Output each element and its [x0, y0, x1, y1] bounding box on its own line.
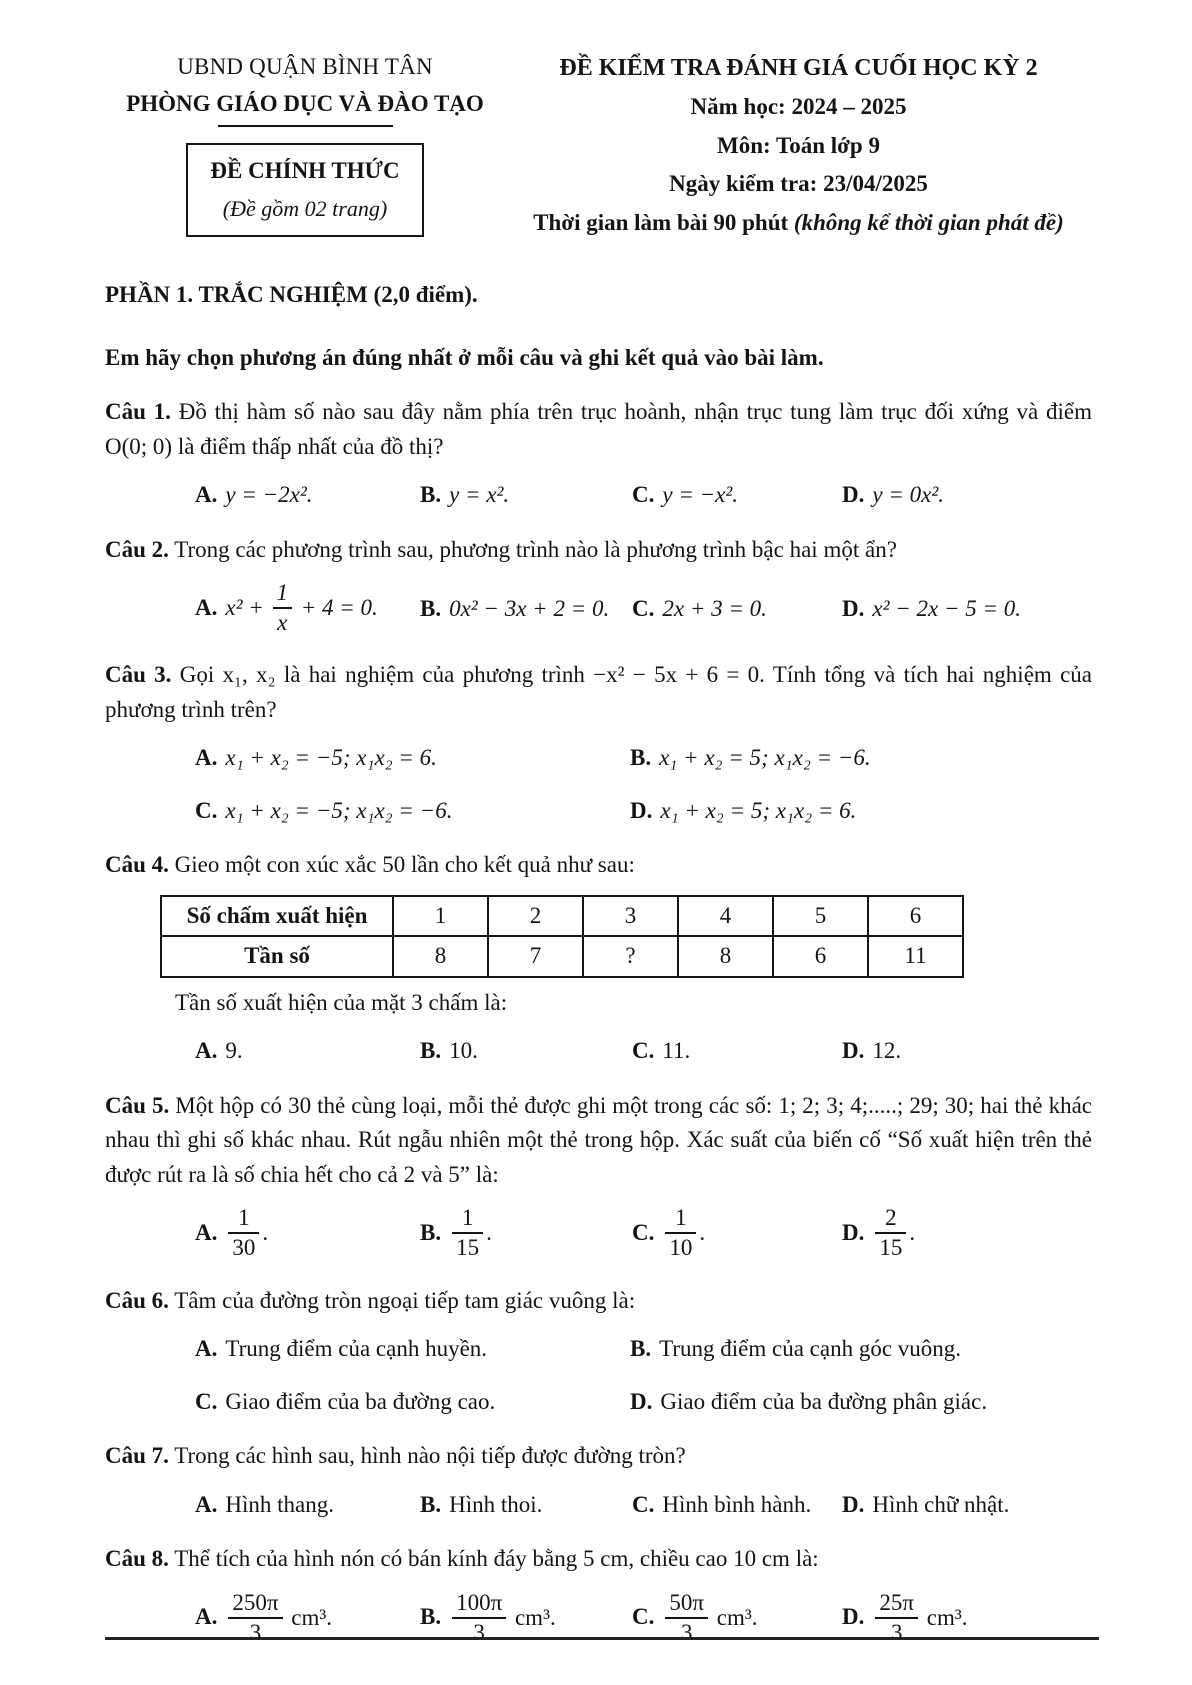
option-label: D. — [842, 1604, 865, 1630]
option-d — [630, 794, 1092, 829]
option-label: B. — [420, 1038, 442, 1064]
option-b — [630, 741, 1092, 776]
question-4-label: Câu 4. — [105, 852, 169, 878]
option-suffix: cm³. — [285, 1604, 332, 1630]
authority-line2: PHÒNG GIÁO DỤC VÀ ĐÀO TẠO — [126, 90, 484, 116]
option-formula: x₁ + x₂ = −5; x₁x₂ = 6. — [225, 745, 437, 771]
fraction-numerator: 250π — [228, 1589, 282, 1619]
option-label: B. — [420, 1220, 442, 1246]
option-formula: y = x². — [449, 482, 510, 507]
option-c — [195, 794, 630, 829]
question-3 — [105, 658, 1092, 828]
option-formula: 2x + 3 = 0. — [662, 596, 767, 622]
option-label: B. — [420, 1604, 442, 1630]
option-label: D. — [842, 482, 865, 507]
table-cell: 6 — [868, 896, 963, 937]
option-label: A. — [195, 1604, 218, 1630]
option-a — [195, 1332, 630, 1367]
fraction-denominator: 15 — [456, 1235, 480, 1261]
page-bottom-rule — [105, 1637, 1099, 1640]
question-6-body: Tâm của đường tròn ngoại tiếp tam giác vuông là: — [168, 1287, 636, 1313]
question-4-options — [105, 1034, 1092, 1069]
table-cell: 11 — [868, 936, 963, 977]
question-2-body: Trong các phương trình sau, phương trình nào là phương trình bậc hai một ẩn? — [168, 536, 897, 562]
question-2-options — [105, 581, 1092, 638]
authority-underline — [218, 125, 393, 127]
table-cell: 7 — [488, 936, 583, 977]
question-7-body: Trong các hình sau, hình nào nội tiếp được đường tròn? — [168, 1443, 686, 1468]
option-suffix: . — [486, 1220, 492, 1246]
option-formula: y = −2x². — [225, 482, 313, 507]
fraction-denominator: x — [277, 610, 288, 636]
question-4-subtext: Tần số xuất hiện của mặt 3 chấm là: — [175, 989, 508, 1015]
question-6-label: Câu 6. — [105, 1287, 169, 1313]
option-label: C. — [632, 1038, 655, 1064]
option-label: C. — [632, 1604, 655, 1630]
question-8-text — [105, 1542, 1092, 1577]
option-label: A. — [195, 594, 218, 620]
question-1 — [105, 395, 1092, 513]
option-d — [842, 1206, 1092, 1263]
question-7-text — [105, 1439, 1092, 1474]
option-label: D. — [842, 1491, 865, 1517]
option-value: Hình bình hành. — [662, 1491, 812, 1517]
option-label: D. — [630, 797, 653, 823]
table-cell: 3 — [583, 896, 678, 937]
option-formula: y = 0x². — [872, 482, 944, 507]
option-label: A. — [195, 1491, 218, 1517]
table-header-cell: Số chấm xuất hiện — [161, 896, 393, 937]
option-suffix: cm³. — [509, 1604, 556, 1630]
option-a — [195, 581, 420, 638]
option-c — [632, 1206, 842, 1263]
question-6 — [105, 1284, 1092, 1420]
option-c — [195, 1385, 630, 1420]
option-formula: y = −x². — [662, 482, 738, 507]
exam-title-block — [505, 50, 1092, 240]
school-year: Năm học: 2024 – 2025 — [690, 94, 907, 119]
exam-pages-note: (Đề gồm 02 trang) — [222, 195, 388, 221]
fraction — [665, 1204, 696, 1261]
option-value: Giao điểm của ba đường cao. — [225, 1388, 496, 1414]
option-b — [420, 1206, 632, 1263]
fraction — [273, 579, 293, 636]
option-formula: x² − 2x − 5 = 0. — [872, 596, 1021, 622]
option-label: A. — [195, 1038, 218, 1064]
question-3-options — [105, 741, 1092, 828]
option-label: A. — [195, 482, 218, 507]
option-formula: 0x² − 3x + 2 = 0. — [449, 596, 610, 622]
option-b — [420, 1034, 632, 1069]
fraction — [452, 1204, 483, 1261]
exam-header — [105, 50, 1092, 240]
option-b — [420, 478, 632, 513]
question-5 — [105, 1089, 1092, 1264]
option-suffix: . — [262, 1220, 269, 1246]
fraction — [228, 1204, 259, 1261]
option-label: A. — [195, 1336, 218, 1361]
option-label: B. — [420, 1491, 442, 1517]
question-3-text — [105, 658, 1092, 727]
question-8 — [105, 1542, 1092, 1648]
option-label: B. — [420, 482, 442, 507]
option-label: C. — [632, 1491, 655, 1517]
option-d — [842, 478, 1092, 513]
table-cell: 8 — [393, 936, 488, 977]
fraction-numerator: 100π — [452, 1589, 506, 1619]
option-label: C. — [195, 797, 218, 823]
table-cell: 1 — [393, 896, 488, 937]
table-header-cell: Tần số — [161, 936, 393, 977]
fraction-denominator: 30 — [232, 1235, 256, 1261]
option-value: Trung điểm của cạnh góc vuông. — [659, 1336, 962, 1361]
option-b — [420, 592, 632, 627]
question-7-options — [105, 1488, 1092, 1523]
subject: Môn: Toán lớp 9 — [717, 132, 880, 158]
option-value: 11. — [662, 1038, 691, 1064]
option-label: D. — [842, 596, 865, 622]
exam-date: Ngày kiểm tra: 23/04/2025 — [669, 171, 928, 196]
question-1-label: Câu 1. — [105, 399, 171, 424]
question-6-text — [105, 1284, 1092, 1319]
option-c — [632, 478, 842, 513]
formula-pre: x² + — [225, 594, 264, 620]
option-value: Hình thang. — [225, 1491, 334, 1517]
option-label: C. — [632, 482, 655, 507]
question-5-body: Một hộp có 30 thẻ cùng loại, mỗi thẻ được ghi một trong các số: 1; 2; 3; 4;.....; 29; 30; hai thẻ khác nhau thì ghi số khác nhau. Rút ngẫu nhiên một thẻ trong hộp. Xác suất của biến cố “Số xuất hiện trên thẻ được rút ra là số chia hết cho cả 2 và 5” là: — [105, 1092, 1093, 1187]
issuing-authority-block — [105, 50, 505, 240]
option-value: 9. — [225, 1038, 243, 1064]
option-label: D. — [842, 1038, 865, 1064]
fraction-numerator: 1 — [228, 1204, 259, 1234]
question-6-options — [105, 1332, 1092, 1419]
table-cell: ? — [583, 936, 678, 977]
question-2-label: Câu 2. — [105, 536, 169, 562]
option-value: Hình thoi. — [449, 1491, 543, 1517]
fraction-numerator: 50π — [665, 1589, 708, 1619]
option-suffix: . — [699, 1220, 706, 1246]
table-cell: 8 — [678, 936, 773, 977]
option-value: Hình chữ nhật. — [872, 1491, 1010, 1517]
option-suffix: . — [909, 1220, 916, 1246]
duration-line — [505, 206, 1092, 241]
option-d — [630, 1385, 1092, 1420]
table-row — [161, 936, 963, 977]
frequency-table — [160, 895, 964, 978]
option-a — [195, 1488, 420, 1523]
question-3-body: Gọi x₁, x₂ là hai nghiệm của phương trình −x² − 5x + 6 = 0. Tính tổng và tích hai nghiệm của phương trình trên? — [105, 662, 1092, 722]
question-4 — [105, 848, 1092, 1069]
fraction-denominator: 10 — [669, 1235, 693, 1261]
fraction-denominator: 3 — [680, 1619, 693, 1645]
question-7-label: Câu 7. — [105, 1443, 169, 1468]
official-exam-label: ĐỀ CHÍNH THỨC — [210, 158, 400, 183]
option-b — [630, 1332, 1092, 1367]
option-label: C. — [195, 1388, 218, 1414]
option-value: 10. — [449, 1038, 478, 1064]
duration-bold: Thời gian làm bài 90 phút — [533, 209, 789, 235]
duration-note: (không kể thời gian phát đề) — [788, 209, 1064, 235]
option-suffix: cm³. — [921, 1604, 968, 1630]
option-c — [632, 1034, 842, 1069]
option-label: C. — [632, 1220, 655, 1246]
fraction-denominator: 15 — [879, 1235, 903, 1261]
question-5-options — [105, 1206, 1092, 1263]
fraction-denominator: 3 — [890, 1619, 903, 1645]
part1-instruction: Em hãy chọn phương án đúng nhất ở mỗi câu và ghi kết quả vào bài làm. — [105, 344, 824, 370]
question-5-text — [105, 1089, 1092, 1193]
fraction — [875, 1204, 906, 1261]
table-cell: 5 — [773, 896, 868, 937]
question-8-label: Câu 8. — [105, 1546, 169, 1571]
option-b — [420, 1488, 632, 1523]
option-a — [195, 1206, 420, 1263]
question-4-text — [105, 848, 1092, 883]
option-c — [632, 1488, 842, 1523]
option-a — [195, 478, 420, 513]
official-exam-box — [186, 143, 423, 237]
question-1-options — [105, 478, 1092, 513]
table-cell: 2 — [488, 896, 583, 937]
option-label: D. — [842, 1220, 865, 1246]
option-value: Giao điểm của ba đường phân giác. — [660, 1388, 988, 1414]
option-label: B. — [420, 596, 442, 622]
option-d — [842, 1034, 1092, 1069]
question-4-body: Gieo một con xúc xắc 50 lần cho kết quả như sau: — [168, 852, 635, 878]
part1-title: PHẦN 1. TRẮC NGHIỆM (2,0 điểm). — [105, 282, 478, 307]
question-1-text — [105, 395, 1092, 464]
question-8-body: Thể tích của hình nón có bán kính đáy bằng 5 cm, chiều cao 10 cm là: — [168, 1546, 819, 1571]
exam-title: ĐỀ KIỂM TRA ĐÁNH GIÁ CUỐI HỌC KỲ 2 — [559, 55, 1038, 81]
option-value: 12. — [872, 1038, 902, 1064]
option-label: B. — [630, 1336, 652, 1361]
option-suffix: cm³. — [711, 1604, 758, 1630]
fraction-numerator: 1 — [273, 579, 293, 609]
option-formula: x₁ + x₂ = −5; x₁x₂ = −6. — [225, 797, 453, 823]
table-row — [161, 896, 963, 937]
option-d — [842, 1488, 1092, 1523]
authority-line1: UBND QUẬN BÌNH TÂN — [177, 54, 433, 79]
question-3-label: Câu 3. — [105, 662, 172, 688]
option-formula: x₁ + x₂ = 5; x₁x₂ = −6. — [659, 745, 871, 771]
option-label: D. — [630, 1388, 653, 1414]
fraction-numerator: 25π — [875, 1589, 918, 1619]
question-2 — [105, 533, 1092, 639]
option-a — [195, 1034, 420, 1069]
option-d — [842, 592, 1092, 627]
option-label: C. — [632, 596, 655, 622]
question-1-body: Đồ thị hàm số nào sau đây nằm phía trên trục hoành, nhận trục tung làm trục đối xứng và điểm O(0; 0) là điểm thấp nhất của đồ thị? — [105, 399, 1093, 459]
option-label: A. — [195, 1220, 218, 1246]
option-value: Trung điểm của cạnh huyền. — [225, 1336, 488, 1361]
fraction-numerator: 2 — [875, 1204, 906, 1234]
table-cell: 6 — [773, 936, 868, 977]
formula-post: + 4 = 0. — [300, 594, 378, 620]
fraction-numerator: 1 — [665, 1204, 696, 1234]
option-formula: x₁ + x₂ = 5; x₁x₂ = 6. — [660, 797, 857, 823]
question-7 — [105, 1439, 1092, 1522]
option-label: A. — [195, 745, 218, 771]
table-cell: 4 — [678, 896, 773, 937]
question-5-label: Câu 5. — [105, 1092, 170, 1118]
option-a — [195, 741, 630, 776]
fraction-numerator: 1 — [452, 1204, 483, 1234]
option-c — [632, 592, 842, 627]
fraction-denominator: 3 — [249, 1619, 262, 1645]
fraction-denominator: 3 — [473, 1619, 485, 1645]
option-formula — [225, 580, 378, 636]
question-2-text — [105, 533, 1092, 568]
option-label: B. — [630, 745, 652, 771]
